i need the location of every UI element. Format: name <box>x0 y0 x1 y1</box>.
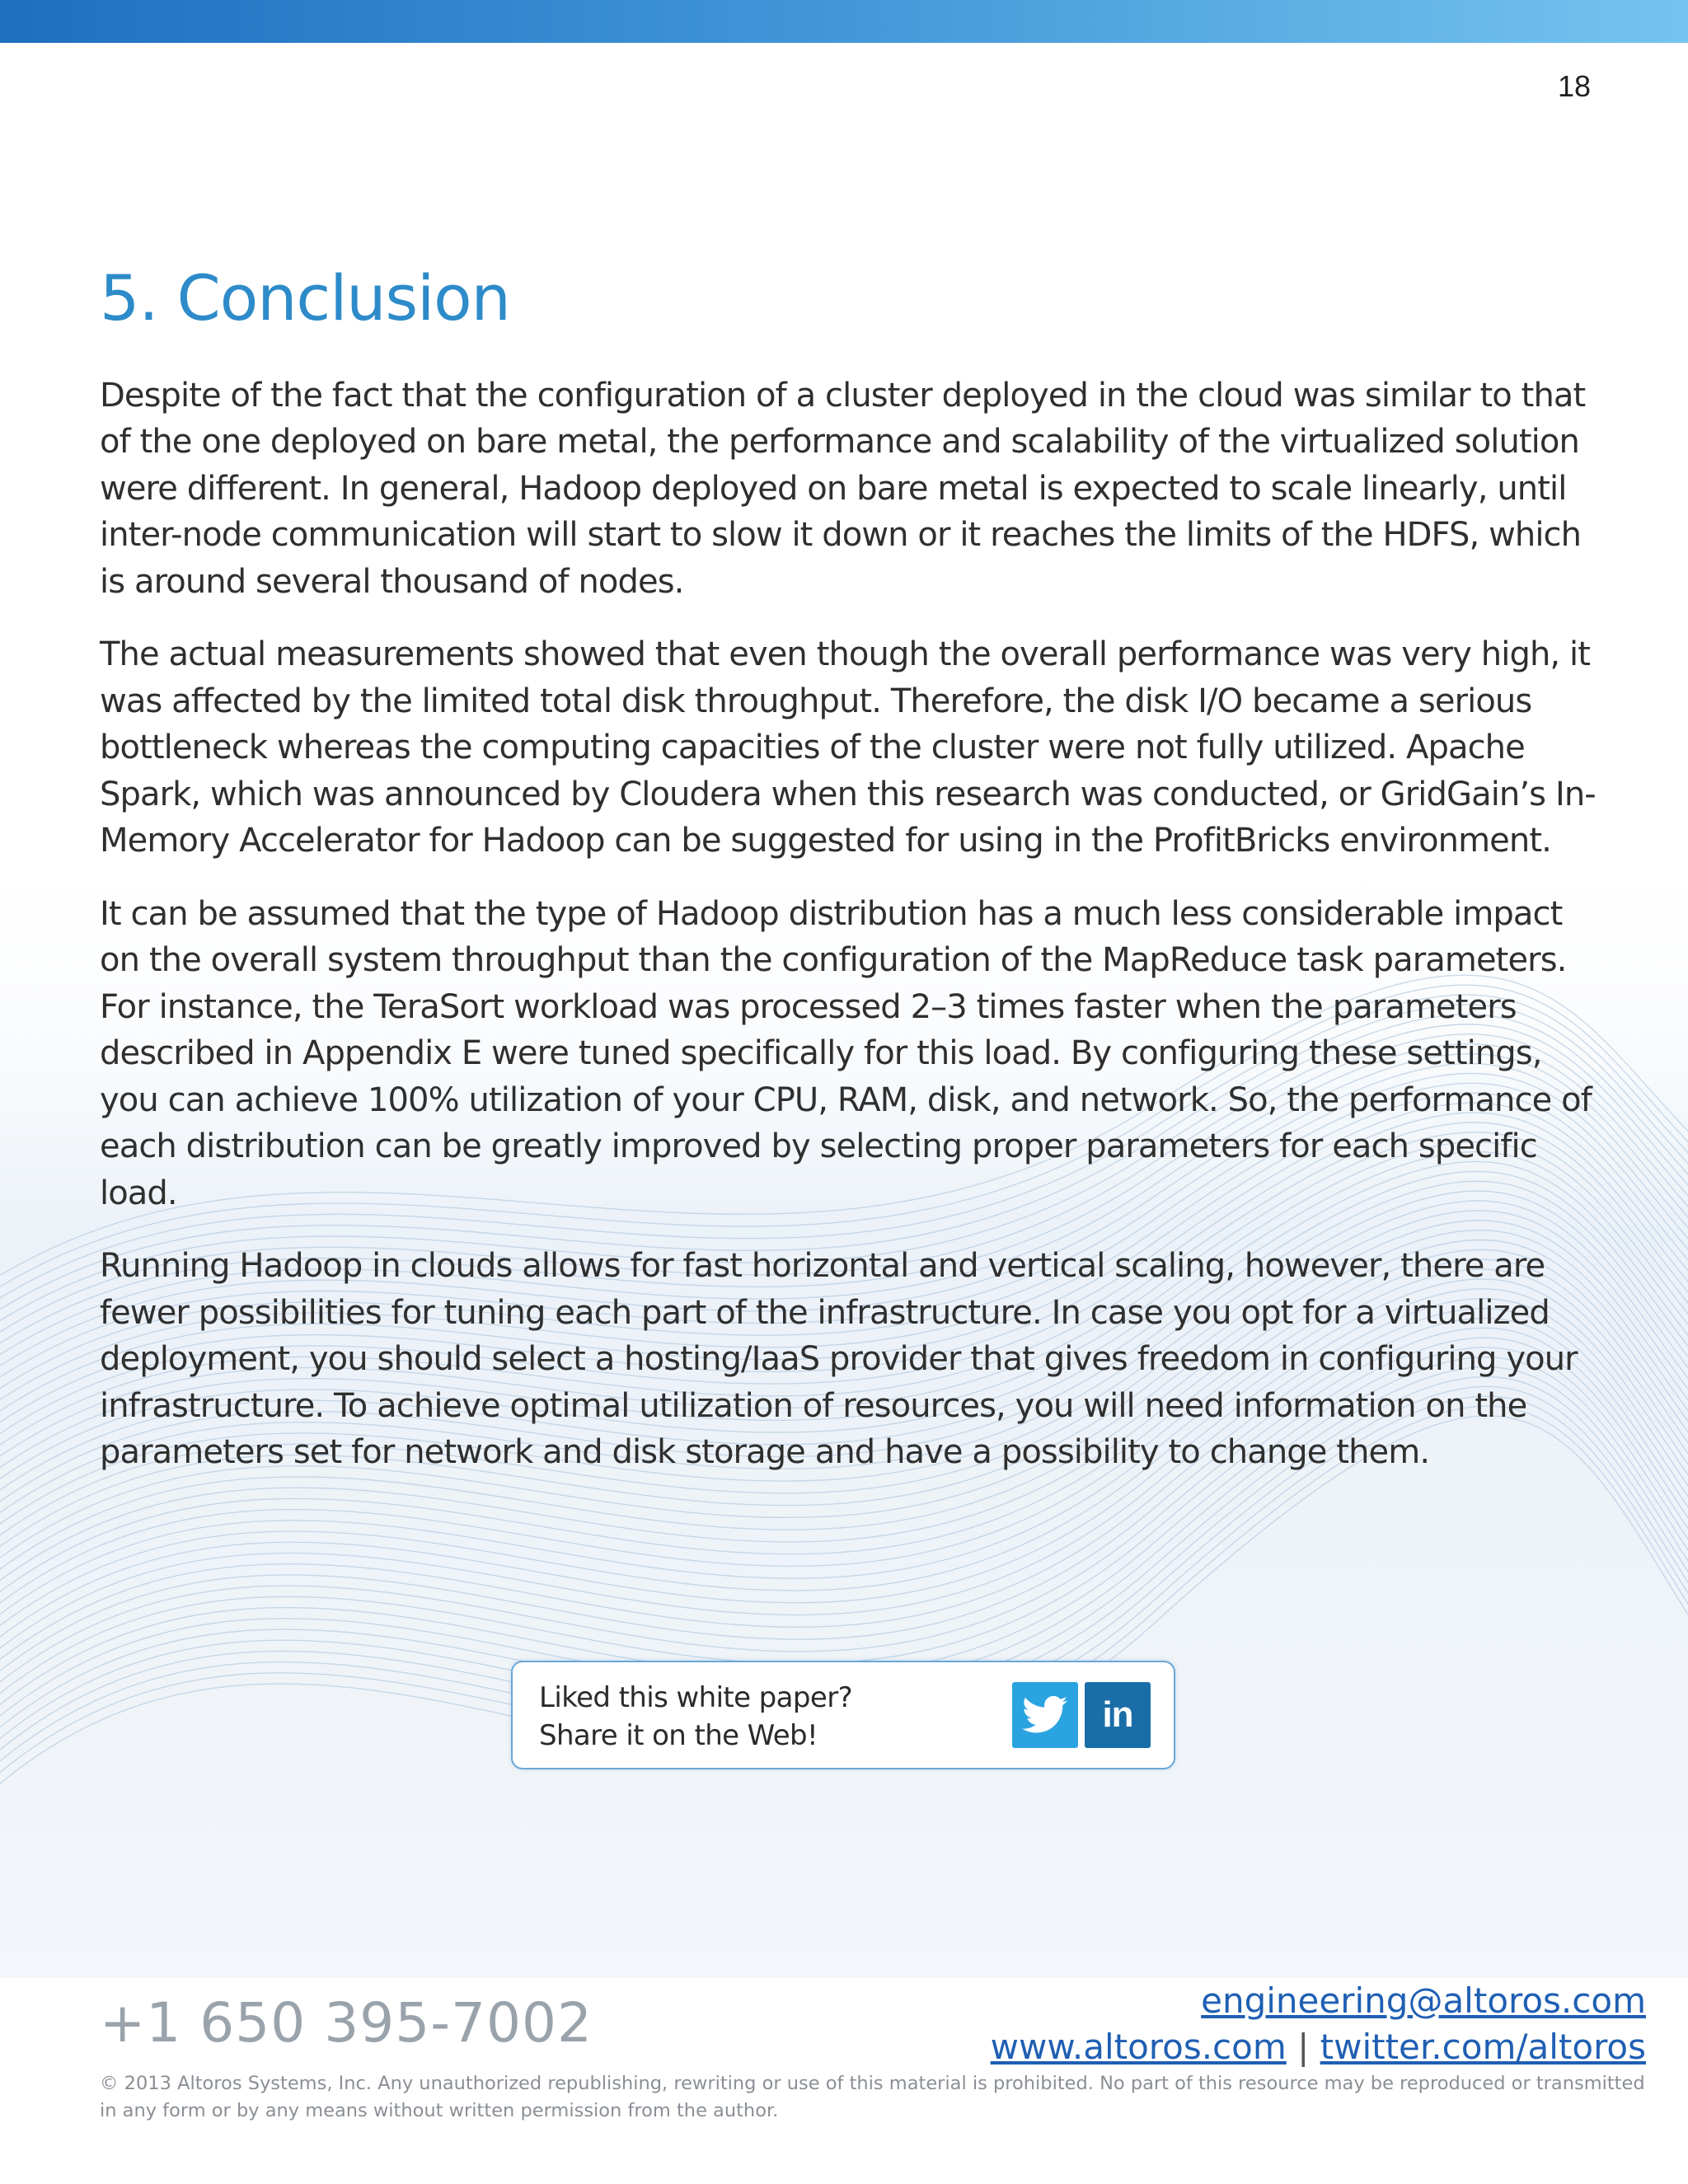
page-footer <box>0 1961 1688 2184</box>
paragraph-clouds: Running Hadoop in clouds allows for fast horizontal and vertical scaling, however, there are fewer possibilities for tuning each part of the infrastructure. In case you opt for a virtualized deployment, you should select a hosting/IaaS provider that gives freedom in configuring your infrastructure. To achieve optimal utilization of resources, you will need information on the parameters set for network and disk storage and have a possibility to change them. <box>100 1247 1578 1472</box>
link-separator: | <box>1297 2027 1310 2067</box>
section-title: 5. Conclusion <box>100 261 510 335</box>
share-line-2: Share it on the Web! <box>539 1719 818 1752</box>
website-link[interactable]: www.altoros.com <box>990 2027 1287 2067</box>
linkedin-share-button[interactable] <box>1085 1682 1151 1748</box>
phone-number: +1 650 395-7002 <box>100 1991 593 2055</box>
twitter-link[interactable]: twitter.com/altoros <box>1320 2027 1646 2067</box>
paragraph-distribution: It can be assumed that the type of Hadoop distribution has a much less considerable impact on the overall system throughput than the configuration of the MapReduce task parameters. For instance, the TeraSort workload was processed 2–3 times faster when the parameters described in Appendix E were tuned specifically for this load. By configuring these settings, you can achieve 100% utilization of your CPU, RAM, disk, and network. So, the performance of each distribution can be greatly improved by selecting proper parameters for each specific load. <box>100 894 1592 1212</box>
twitter-share-button[interactable] <box>1012 1682 1078 1748</box>
twitter-bird-icon <box>1022 1695 1068 1735</box>
share-line-1: Liked this white paper? <box>539 1681 853 1714</box>
paragraph-intro: Despite of the fact that the configuration of a cluster deployed in the cloud was similar to that of the one deployed on bare metal, the performance and scalability of the virtualized solution were different. In general, Hadoop deployed on bare metal is expected to scale linearly, until inter-node communication will start to slow it down or it reaches the limits of the HDFS, which is around several thousand of nodes. <box>100 376 1586 601</box>
footer-links <box>991 1978 1646 2070</box>
page-number: 18 <box>1557 69 1591 103</box>
copyright-notice: © 2013 Altoros Systems, Inc. Any unauthorized republishing, rewriting or use of this material is prohibited. No part of this resource may be reproduced or transmitted in any form or by any means without written permission from the author. <box>100 2073 1645 2121</box>
top-banner <box>0 0 1688 43</box>
share-box <box>511 1661 1175 1769</box>
paragraph-measurements: The actual measurements showed that even though the overall performance was very high, it was affected by the limited total disk throughput. Therefore, the disk I/O became a serious bottleneck whereas the computing capacities of the cluster were not fully utilized. Apache Spark, which was announced by Cloudera when this research was conducted, or GridGain’s In-Memory Accelerator for Hadoop can be suggested for using in the ProfitBricks environment. <box>100 635 1596 860</box>
email-link[interactable]: engineering@altoros.com <box>1201 1980 1646 2021</box>
linkedin-in-icon: in <box>1102 1694 1133 1735</box>
share-message <box>539 1679 852 1755</box>
main-content <box>100 261 1600 1502</box>
